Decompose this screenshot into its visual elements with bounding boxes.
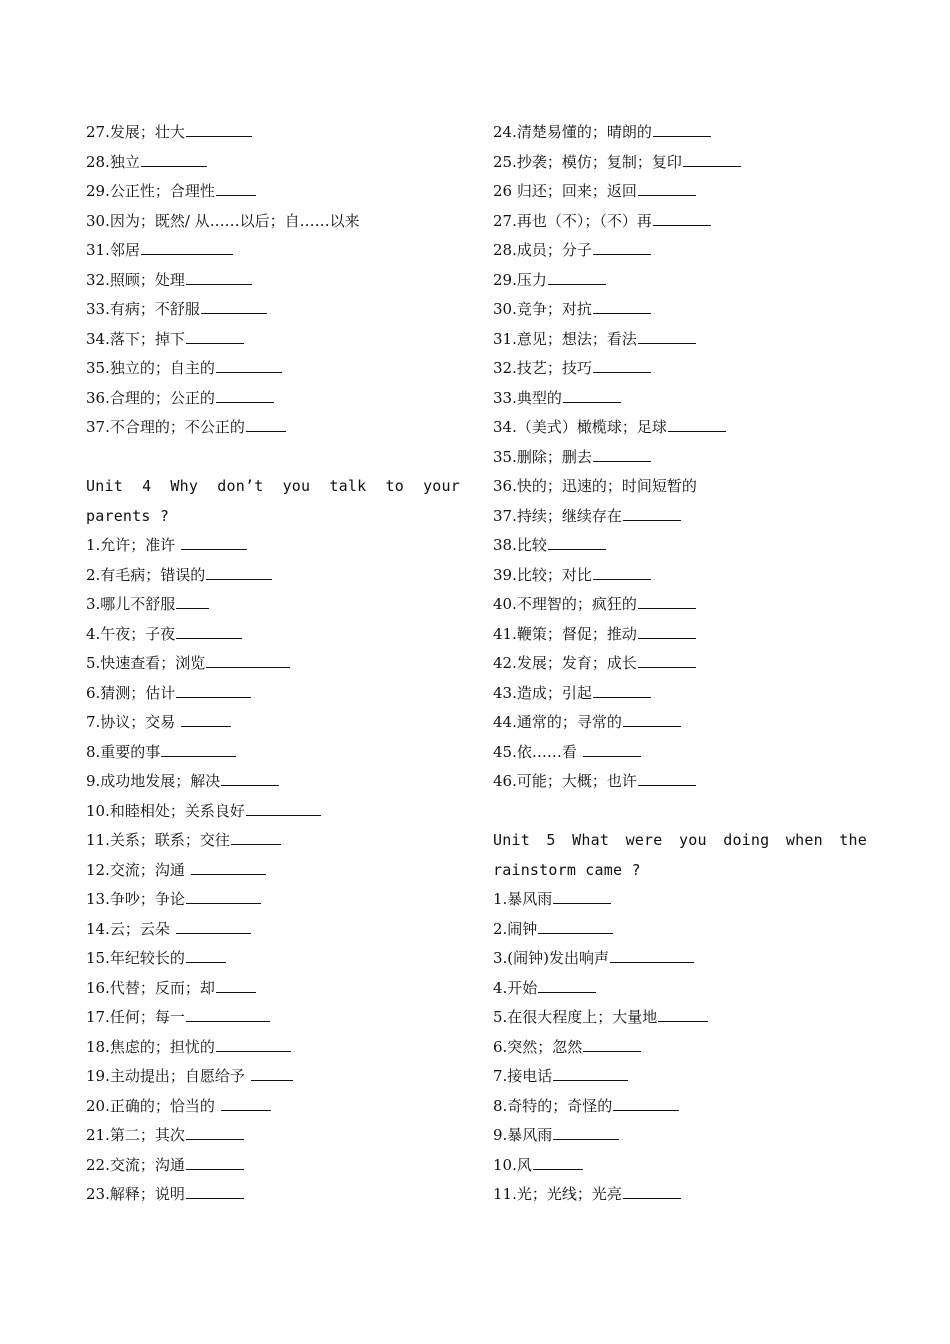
spacer — [493, 797, 867, 827]
answer-blank[interactable] — [538, 933, 613, 934]
vocab-item — [86, 1121, 460, 1151]
vocab-item — [86, 1180, 460, 1210]
vocab-item — [86, 915, 460, 945]
vocab-item — [493, 738, 867, 768]
answer-blank[interactable] — [553, 1139, 619, 1140]
vocab-item — [493, 531, 867, 561]
vocab-item — [493, 1092, 867, 1122]
answer-blank[interactable] — [206, 667, 290, 668]
answer-blank[interactable] — [623, 726, 681, 727]
vocab-item — [493, 649, 867, 679]
vocab-prompt: 43.造成；引起 — [493, 683, 592, 702]
vocab-item — [86, 1151, 460, 1181]
answer-blank[interactable] — [638, 195, 696, 196]
vocab-prompt: 28.独立 — [86, 152, 140, 171]
answer-blank[interactable] — [186, 343, 244, 344]
vocab-prompt: 27.发展；壮大 — [86, 123, 185, 141]
vocab-item — [493, 885, 867, 915]
vocab-item — [86, 767, 460, 797]
answer-blank[interactable] — [548, 549, 606, 550]
right-column — [493, 118, 867, 1210]
answer-blank[interactable] — [683, 166, 741, 167]
vocab-item — [493, 974, 867, 1004]
vocab-prompt: 30.因为；既然/ 从……以后；自……以来 — [86, 211, 360, 230]
answer-blank[interactable] — [216, 372, 282, 373]
vocab-item — [493, 944, 867, 974]
right-vocab-list — [493, 118, 867, 797]
vocab-item — [493, 1151, 867, 1181]
vocab-item — [493, 118, 867, 148]
vocab-prompt: 31.邻居 — [86, 241, 140, 259]
vocab-prompt: 19.主动提出；自愿给予 — [86, 1067, 250, 1085]
answer-blank[interactable] — [623, 1198, 681, 1199]
vocab-prompt: 7.接电话 — [493, 1067, 553, 1085]
vocab-prompt: 34.（美式）橄榄球；足球 — [493, 418, 667, 436]
answer-blank[interactable] — [181, 726, 231, 727]
vocab-prompt: 35.独立的；自主的 — [86, 359, 215, 377]
vocab-prompt: 18.焦虑的；担忧的 — [86, 1037, 215, 1056]
vocab-prompt: 41.鞭策；督促；推动 — [493, 624, 637, 643]
vocab-prompt: 10.和睦相处；关系良好 — [86, 801, 245, 820]
answer-blank[interactable] — [186, 903, 261, 904]
vocab-prompt: 37.不合理的；不公正的 — [86, 418, 245, 436]
vocab-item — [86, 738, 460, 768]
vocab-item — [493, 1033, 867, 1063]
vocab-item — [86, 531, 460, 561]
answer-blank[interactable] — [231, 844, 281, 845]
vocab-item — [493, 1062, 867, 1092]
vocab-prompt: 22.交流；沟通 — [86, 1155, 185, 1174]
left-column — [86, 118, 460, 1210]
vocab-prompt: 2.闹钟 — [493, 919, 538, 938]
vocab-item — [86, 561, 460, 591]
vocab-item — [493, 620, 867, 650]
vocab-prompt: 23.解释；说明 — [86, 1185, 185, 1203]
vocab-prompt: 14.云；云朵 — [86, 919, 175, 938]
answer-blank[interactable] — [658, 1021, 708, 1022]
answer-blank[interactable] — [186, 1139, 244, 1140]
vocab-prompt: 11.关系；联系；交往 — [86, 831, 230, 849]
answer-blank[interactable] — [161, 756, 236, 757]
unit4-vocab-list — [86, 531, 460, 1210]
vocab-item — [86, 266, 460, 296]
answer-blank[interactable] — [638, 667, 696, 668]
vocab-item — [86, 649, 460, 679]
vocab-prompt: 21.第二；其次 — [86, 1126, 185, 1144]
answer-blank[interactable] — [653, 136, 711, 137]
answer-blank[interactable] — [181, 549, 247, 550]
vocab-item — [493, 236, 867, 266]
vocab-prompt: 3.(闹钟)发出响声 — [493, 949, 610, 967]
vocab-item — [86, 177, 460, 207]
answer-blank[interactable] — [593, 372, 651, 373]
vocab-item — [86, 207, 460, 237]
answer-blank[interactable] — [583, 756, 641, 757]
vocab-prompt: 24.清楚易懂的；晴朗的 — [493, 123, 652, 141]
answer-blank[interactable] — [613, 1110, 679, 1111]
vocab-prompt: 44.通常的；寻常的 — [493, 713, 622, 731]
answer-blank[interactable] — [186, 1169, 244, 1170]
answer-blank[interactable] — [638, 785, 696, 786]
vocab-prompt: 3.哪儿不舒服 — [86, 595, 176, 613]
vocab-item — [493, 708, 867, 738]
vocab-prompt: 36.快的；迅速的；时间短暂的 — [493, 477, 697, 495]
vocab-item — [86, 797, 460, 827]
vocab-item — [493, 767, 867, 797]
vocab-item — [493, 1180, 867, 1210]
answer-blank[interactable] — [141, 254, 233, 255]
vocab-prompt: 15.年纪较长的 — [86, 949, 185, 967]
vocab-prompt: 46.可能；大概；也许 — [493, 772, 637, 790]
vocab-item — [86, 118, 460, 148]
answer-blank[interactable] — [653, 225, 711, 226]
vocab-item — [493, 502, 867, 532]
answer-blank[interactable] — [201, 313, 267, 314]
vocab-item — [493, 177, 867, 207]
vocab-item — [493, 679, 867, 709]
vocab-item — [86, 148, 460, 178]
answer-blank[interactable] — [533, 1169, 583, 1170]
answer-blank[interactable] — [216, 402, 274, 403]
answer-blank[interactable] — [216, 992, 256, 993]
answer-blank[interactable] — [638, 343, 696, 344]
spacer — [86, 443, 460, 473]
vocab-item — [493, 1121, 867, 1151]
vocab-item — [86, 944, 460, 974]
vocab-item — [86, 974, 460, 1004]
vocab-prompt: 9.成功地发展；解决 — [86, 772, 221, 790]
vocab-item — [493, 354, 867, 384]
vocab-prompt: 20.正确的；恰当的 — [86, 1096, 220, 1115]
vocab-item — [86, 620, 460, 650]
vocab-prompt: 4.开始 — [493, 978, 538, 997]
vocab-prompt: 4.午夜；子夜 — [86, 624, 176, 643]
answer-blank[interactable] — [548, 284, 606, 285]
vocab-item — [86, 708, 460, 738]
vocab-prompt: 45.依……看 — [493, 742, 582, 761]
answer-blank[interactable] — [176, 697, 251, 698]
vocab-item — [493, 443, 867, 473]
answer-blank[interactable] — [221, 785, 279, 786]
vocab-prompt: 39.比较；对比 — [493, 565, 592, 584]
vocab-item — [493, 207, 867, 237]
vocab-prompt: 33.典型的 — [493, 388, 562, 407]
vocab-item — [493, 325, 867, 355]
answer-blank[interactable] — [176, 638, 242, 639]
vocab-item — [86, 354, 460, 384]
answer-blank[interactable] — [668, 431, 726, 432]
answer-blank[interactable] — [638, 608, 696, 609]
vocab-prompt: 8.重要的事 — [86, 742, 161, 761]
answer-blank[interactable] — [563, 402, 621, 403]
answer-blank[interactable] — [593, 461, 651, 462]
vocab-item — [86, 679, 460, 709]
vocab-prompt: 16.代替；反而；却 — [86, 978, 215, 997]
vocab-prompt: 5.在很大程度上；大量地 — [493, 1008, 658, 1026]
vocab-item — [86, 1092, 460, 1122]
vocab-prompt: 13.争吵；争论 — [86, 890, 185, 908]
answer-blank[interactable] — [176, 933, 251, 934]
vocab-prompt: 8.奇特的；奇怪的 — [493, 1096, 613, 1115]
answer-blank[interactable] — [553, 1080, 628, 1081]
vocab-item — [86, 413, 460, 443]
vocab-item — [86, 826, 460, 856]
answer-blank[interactable] — [186, 962, 226, 963]
vocab-prompt: 17.任何；每一 — [86, 1008, 185, 1026]
vocab-prompt: 33.有病；不舒服 — [86, 300, 200, 318]
vocab-prompt: 32.技艺；技巧 — [493, 359, 592, 377]
vocab-prompt: 7.协议；交易 — [86, 713, 181, 731]
vocab-prompt: 28.成员；分子 — [493, 241, 592, 259]
vocab-item — [493, 472, 867, 502]
vocab-prompt: 36.合理的；公正的 — [86, 388, 215, 407]
vocab-prompt: 34.落下；掉下 — [86, 329, 185, 348]
vocab-item — [86, 1062, 460, 1092]
vocab-item — [86, 295, 460, 325]
vocab-prompt: 11.光；光线；光亮 — [493, 1185, 622, 1203]
vocab-item — [86, 384, 460, 414]
vocab-item — [86, 885, 460, 915]
vocab-item — [493, 561, 867, 591]
vocab-prompt: 5.快速查看；浏览 — [86, 654, 206, 672]
vocab-prompt: 12.交流；沟通 — [86, 860, 190, 879]
vocab-item — [86, 236, 460, 266]
answer-blank[interactable] — [206, 579, 272, 580]
vocab-prompt: 26 归还；回来；返回 — [493, 182, 637, 200]
vocab-item — [493, 148, 867, 178]
vocab-item — [86, 325, 460, 355]
answer-blank[interactable] — [638, 638, 696, 639]
vocab-item — [493, 915, 867, 945]
answer-blank[interactable] — [538, 992, 596, 993]
vocab-prompt: 40.不理智的；疯狂的 — [493, 595, 637, 613]
left-vocab-list — [86, 118, 460, 443]
answer-blank[interactable] — [593, 313, 651, 314]
vocab-prompt: 25.抄袭；模仿；复制；复印 — [493, 152, 682, 171]
unit5-heading: Unit 5 What were you doing when the rainstorm came ? — [493, 831, 867, 879]
vocab-prompt: 30.竞争；对抗 — [493, 300, 592, 318]
vocab-prompt: 42.发展；发育；成长 — [493, 654, 637, 672]
vocab-prompt: 31.意见；想法；看法 — [493, 329, 637, 348]
vocab-prompt: 1.暴风雨 — [493, 890, 553, 908]
unit5-vocab-list — [493, 885, 867, 1210]
answer-blank[interactable] — [191, 874, 266, 875]
vocab-prompt: 27.再也（不）；（不）再 — [493, 211, 652, 230]
answer-blank[interactable] — [623, 520, 681, 521]
answer-blank[interactable] — [583, 1051, 641, 1052]
answer-blank[interactable] — [553, 903, 611, 904]
answer-blank[interactable] — [186, 1021, 270, 1022]
answer-blank[interactable] — [593, 697, 651, 698]
vocab-prompt: 37.持续；继续存在 — [493, 506, 622, 525]
vocab-prompt: 6.突然；忽然 — [493, 1037, 583, 1056]
vocab-prompt: 6.猜测；估计 — [86, 683, 176, 702]
vocab-prompt: 10.风 — [493, 1155, 532, 1174]
answer-blank[interactable] — [251, 1080, 293, 1081]
answer-blank[interactable] — [246, 431, 286, 432]
vocab-item — [86, 1033, 460, 1063]
answer-blank[interactable] — [141, 166, 207, 167]
vocab-prompt: 35.删除；删去 — [493, 447, 592, 466]
answer-blank[interactable] — [221, 1110, 271, 1111]
answer-blank[interactable] — [186, 1198, 244, 1199]
vocab-item — [493, 413, 867, 443]
vocab-prompt: 29.公正性；合理性 — [86, 182, 215, 200]
unit4-heading: Unit 4 Why don’t you talk to your parents ? — [86, 477, 460, 525]
vocab-item — [86, 856, 460, 886]
answer-blank[interactable] — [593, 254, 651, 255]
answer-blank[interactable] — [186, 136, 252, 137]
vocab-item — [86, 1003, 460, 1033]
vocab-prompt: 2.有毛病；错误的 — [86, 565, 206, 584]
answer-blank[interactable] — [186, 284, 252, 285]
vocab-item — [493, 384, 867, 414]
vocab-prompt: 38.比较 — [493, 536, 547, 554]
answer-blank[interactable] — [176, 608, 209, 609]
answer-blank[interactable] — [610, 962, 694, 963]
vocab-item — [86, 590, 460, 620]
vocab-item — [493, 266, 867, 296]
vocab-prompt: 1.允许；准许 — [86, 536, 181, 554]
answer-blank[interactable] — [593, 579, 651, 580]
answer-blank[interactable] — [216, 195, 256, 196]
answer-blank[interactable] — [246, 815, 321, 816]
vocab-prompt: 29.压力 — [493, 270, 547, 289]
vocab-prompt: 9.暴风雨 — [493, 1126, 553, 1144]
vocab-item — [493, 590, 867, 620]
vocab-item — [493, 295, 867, 325]
vocab-prompt: 32.照顾；处理 — [86, 270, 185, 289]
vocab-item — [493, 1003, 867, 1033]
answer-blank[interactable] — [216, 1051, 291, 1052]
